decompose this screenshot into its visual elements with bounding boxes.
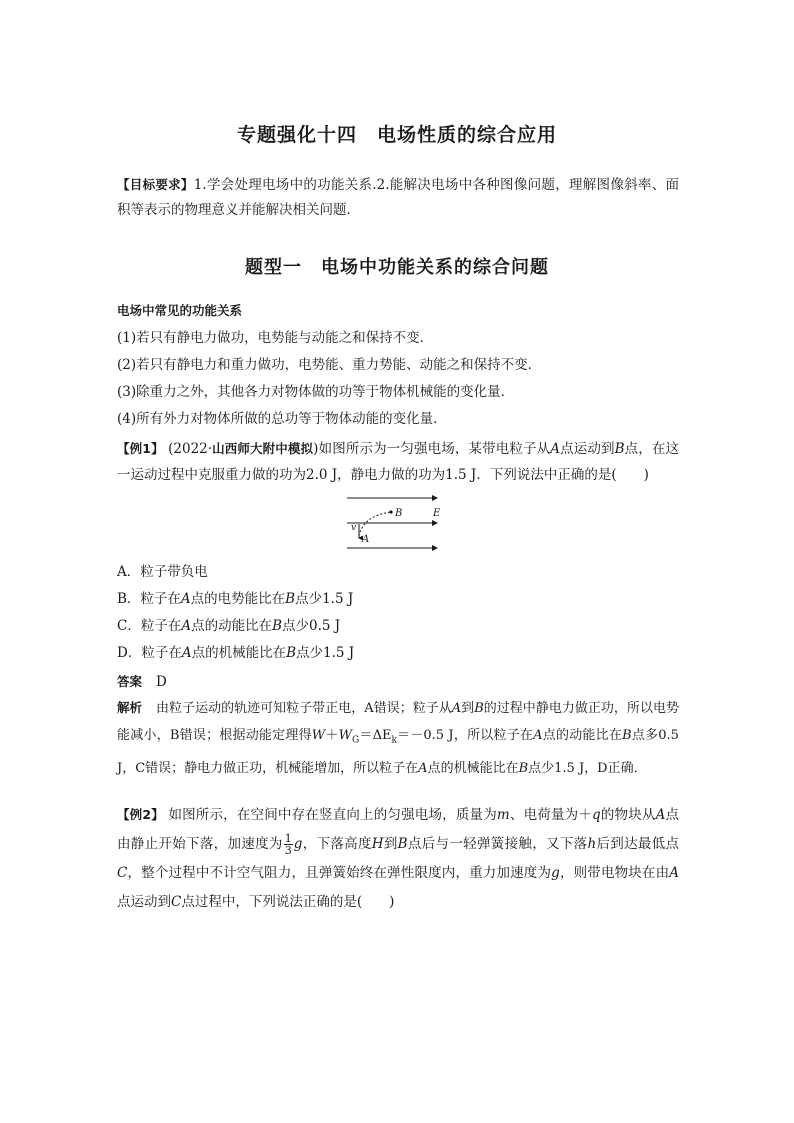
example1-source-prefix: (2022· xyxy=(168,441,213,457)
goal-text: 1.学会处理电场中的功能关系.2.能解决电场中各种图像问题，理解图像斜率、面积等表示的物理意义并能解决相关问题． xyxy=(117,177,679,218)
goal-paragraph xyxy=(117,172,679,223)
point-label: A xyxy=(655,807,666,823)
option-text: 点少1.5 J xyxy=(296,645,355,661)
point-label: A xyxy=(181,645,192,661)
option-text: 点的动能比在 xyxy=(191,618,273,634)
option-text: 点少0.5 J xyxy=(282,618,341,634)
point-label: B xyxy=(518,760,529,776)
point-label: B xyxy=(285,591,296,607)
math-sub: G xyxy=(351,735,360,746)
example1-text: 点运动到 xyxy=(559,441,615,457)
fraction-numerator: 1 xyxy=(284,832,292,845)
point-label: C xyxy=(117,865,128,881)
point-label: A xyxy=(180,591,191,607)
math-var: h xyxy=(587,836,597,852)
analysis-paragraph xyxy=(117,694,679,782)
goal-tag: 【目标要求】 xyxy=(117,177,194,192)
answer-label: 答案 xyxy=(117,674,143,689)
page-title: 专题强化十四 电场性质的综合应用 xyxy=(236,124,557,146)
electric-field-figure xyxy=(345,492,455,554)
analysis-text: 点多0.5 J，C错误；静电力做正功，机械能增加，所以粒子在 xyxy=(117,728,679,776)
analysis-text: 由粒子运动的轨迹可知粒子带正电，A错误；粒子从 xyxy=(156,701,452,716)
option-text: 点少1.5 J xyxy=(295,591,354,607)
relation-item: (2)若只有静电力和重力做功，电势能、重力势能、动能之和保持不变． xyxy=(117,357,542,373)
example1-label: 【例1】 xyxy=(117,441,164,456)
section-title: 题型一 电场中功能关系的综合问题 xyxy=(245,257,549,278)
answer-value: D xyxy=(156,674,167,690)
point-label: B xyxy=(474,701,484,716)
example2-text: ，整个过程中不计空气阻力，且弹簧始终在弹性限度内，重力加速度为 xyxy=(127,865,552,881)
point-label: B xyxy=(397,836,408,852)
math-sub: k xyxy=(391,735,397,746)
relation-item: (1)若只有静电力做功，电势能与动能之和保持不变． xyxy=(117,330,434,346)
point-label: C xyxy=(171,894,182,910)
example2-text: 、电荷量为＋ xyxy=(509,807,592,823)
point-label: A xyxy=(669,865,680,881)
point-label: A xyxy=(451,701,462,716)
analysis-label: 解析 xyxy=(117,700,143,715)
subhead: 电场中常见的功能关系 xyxy=(117,303,243,318)
point-label: A xyxy=(550,441,560,457)
example2-text: 点由静止开始下落，加速度为 xyxy=(117,807,680,852)
point-label: B xyxy=(614,441,625,457)
math-op: ＝ΔE xyxy=(359,728,392,743)
math-var: q xyxy=(592,807,601,823)
example1-source-suffix: ) xyxy=(313,441,319,457)
example2-text: 如图所示，在空间中存在竖直向上的匀强电场，质量为 xyxy=(168,807,497,823)
answer-line xyxy=(117,669,679,695)
example1-text: 如图所示为一匀强电场，某带电粒子从 xyxy=(318,441,551,457)
analysis-text: 的过程中静电力做正功，所以电势能减小，B错误；根据动能定理得 xyxy=(117,701,679,743)
math-var: H xyxy=(371,836,384,852)
point-label: B xyxy=(286,645,296,661)
trajectory-curve xyxy=(359,512,391,536)
example2-text: 到 xyxy=(383,836,398,852)
example2-text: 点后与一轻弹簧接触，又下落 xyxy=(407,836,588,852)
analysis-text: 点少1.5 J，D正确． xyxy=(528,760,647,776)
option-text: D．粒子在 xyxy=(117,645,182,661)
option-text: B．粒子在 xyxy=(117,591,181,607)
example2-text: 后到达最低点 xyxy=(596,836,680,852)
example2-text: 点过程中，下列说法正确的是( ) xyxy=(181,894,395,910)
fraction xyxy=(284,833,293,856)
option-text: C．粒子在 xyxy=(117,618,182,634)
point-b-dot xyxy=(389,510,392,513)
fraction-denominator: 3 xyxy=(284,844,292,857)
analysis-text: 点的动能比在 xyxy=(542,728,623,743)
option-text: 点的机械能比在 xyxy=(191,645,287,661)
label-e: E xyxy=(433,508,441,519)
relation-item: (3)除重力之外，其他各力对物体做的功等于物体机械能的变化量． xyxy=(117,384,515,400)
example2-label: 【例2】 xyxy=(117,807,164,822)
option-c xyxy=(117,614,340,634)
relation-item: (4)所有外力对物体所做的总功等于物体动能的变化量． xyxy=(117,411,447,427)
example2-text: ，下落高度 xyxy=(302,836,372,852)
math-var: g xyxy=(551,865,560,881)
example2-question xyxy=(117,800,679,917)
example1-text: 点，在这一运动过程中克服重力做的功为2.0 J，静电力做的功为1.5 J．下列说法中正确的是( ) xyxy=(117,441,679,483)
point-label: A xyxy=(533,728,543,743)
option-b xyxy=(117,587,353,607)
example2-text: 点运动到 xyxy=(117,894,171,910)
math-op: ＋ xyxy=(325,728,339,743)
analysis-text: 点的机械能比在 xyxy=(427,760,519,776)
math-var: g xyxy=(293,836,303,852)
label-b: B xyxy=(395,508,403,519)
example1-source: 山西师大附中模拟 xyxy=(212,441,314,456)
option-d xyxy=(117,641,354,661)
label-v: v xyxy=(351,523,357,533)
point-label: B xyxy=(622,728,632,743)
option-text: 点的电势能比在 xyxy=(190,591,286,607)
math-var: m xyxy=(496,807,510,823)
option-a xyxy=(117,560,208,580)
example1-question xyxy=(117,436,679,488)
analysis-text: ＝－0.5 J，所以粒子在 xyxy=(396,728,534,743)
label-a: A xyxy=(362,534,370,545)
math-var: W xyxy=(311,728,326,743)
analysis-text: 到 xyxy=(461,701,475,716)
option-text: A．粒子带负电 xyxy=(117,564,208,580)
point-label: A xyxy=(418,760,428,776)
example2-text: ，则带电物块在由 xyxy=(559,865,670,881)
point-label: A xyxy=(181,618,192,634)
point-label: B xyxy=(272,618,283,634)
example2-text: 的物块从 xyxy=(600,807,656,823)
math-var: W xyxy=(338,728,352,743)
